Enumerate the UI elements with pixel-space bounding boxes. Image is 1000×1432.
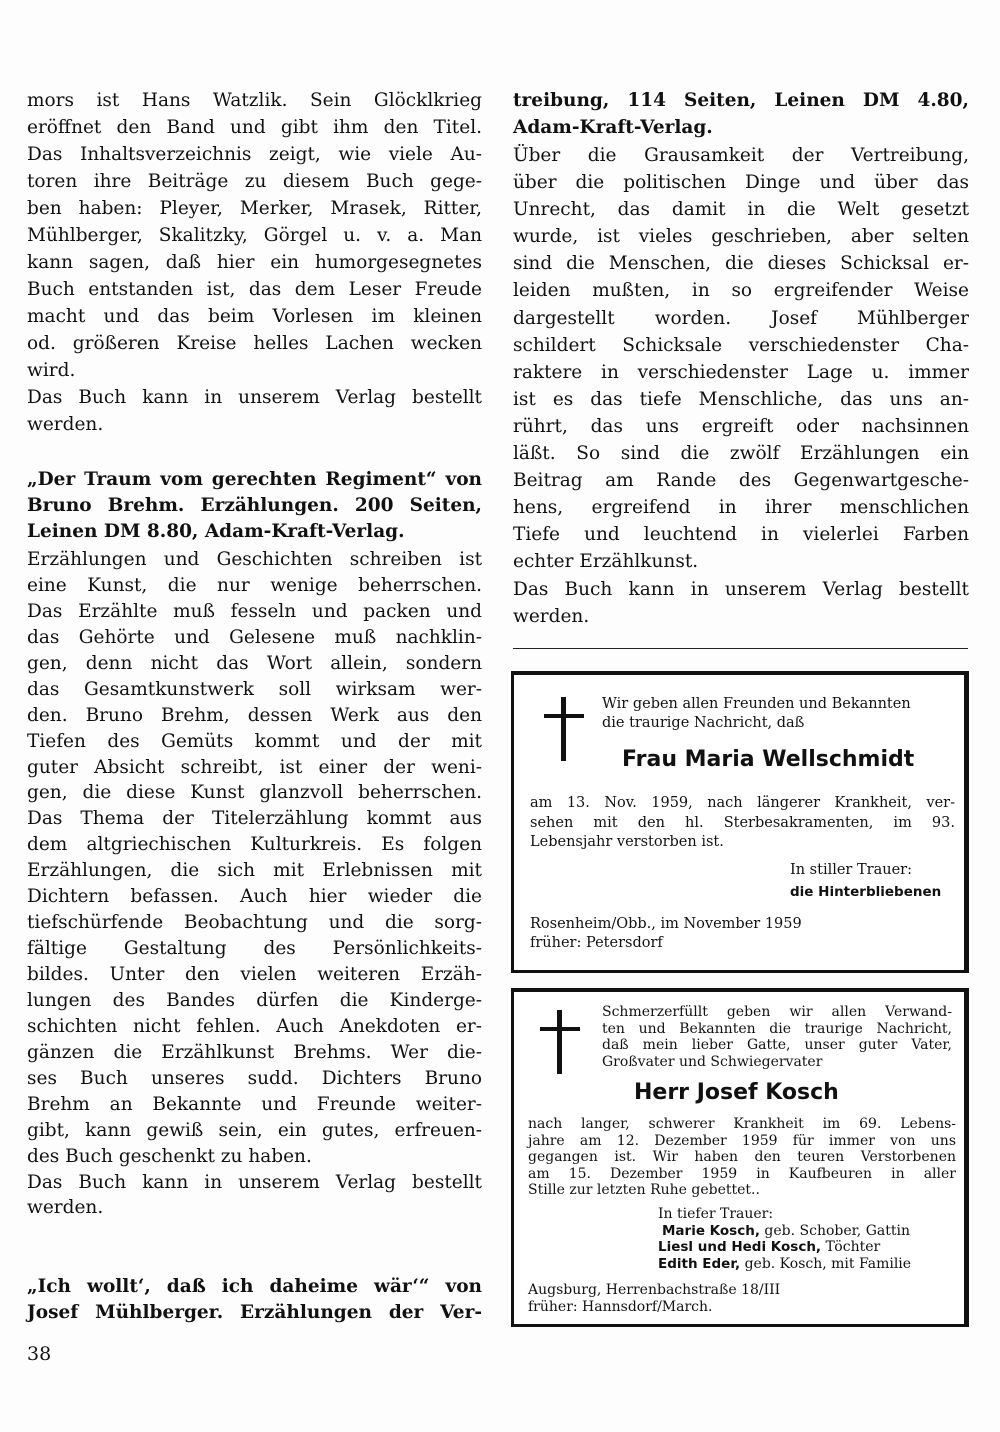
text-line: Buch entstanden ist, das dem Leser Freude (27, 279, 482, 300)
mourner-line (658, 1239, 911, 1256)
text-line: über die politischen Dinge und über das (513, 172, 969, 194)
text-line: wurde, ist vieles geschrieben, aber selten (513, 226, 969, 248)
text-line: läßt. So sind die zwölf Erzählungen ein (513, 443, 969, 465)
text-line: macht und das beim Vorlesen im kleinen (27, 306, 482, 327)
text-line: ben haben: Pleyer, Merker, Mrasek, Ritter, (27, 198, 482, 219)
deceased-name: Herr Josef Kosch (634, 1080, 839, 1105)
text-line: Leinen DM 8.80, Adam-Kraft-Verlag. (27, 521, 405, 542)
obituary-body-line: am 13. Nov. 1959, nach längerer Krankheit, ver- (530, 795, 955, 811)
obituary-body-line: Stille zur letzten Ruhe gebettet.. (528, 1182, 760, 1198)
text-line: Brehm an Bekannte und Freunde weiter- (27, 1093, 482, 1115)
review-3-paragraph (513, 142, 969, 630)
text-line: den. Bruno Brehm, dessen Werk aus den (27, 704, 482, 726)
review-2-paragraph (27, 547, 482, 1221)
divider (513, 648, 968, 649)
review-2-heading (27, 467, 482, 545)
text-line: od. größeren Kreise helles Lachen wecken (27, 333, 482, 354)
text-line: das Gesamtkunstwerk soll wirksam wer- (27, 678, 482, 700)
text-line: fältige Gestaltung des Persönlichkeits- (27, 938, 482, 960)
text-line: Das Inhaltsverzeichnis zeigt, wie viele Au- (27, 144, 482, 165)
text-line: gänzen die Erzählkunst Brehms. Wer die- (27, 1041, 482, 1063)
mourner-line (658, 1256, 911, 1273)
page-number: 38 (27, 1343, 52, 1365)
text-line: „Ich wollt‘, daß ich daheime wär‘“ von (27, 1276, 482, 1297)
text-line: ist es das tiefe Menschliche, das uns an- (513, 388, 969, 410)
text-line: gen, die diese Kunst glanzvoll beherrschen. (27, 782, 482, 804)
text-line: schildert Schicksale verschiedenster Cha- (513, 334, 969, 356)
text-line: tiefschürfende Beobachtung und die sorg- (27, 912, 482, 934)
text-line: Über die Grausamkeit der Vertreibung, (513, 145, 969, 166)
text-line: schichten nicht fehlen. Auch Anekdoten er- (27, 1015, 482, 1037)
mourner-name: Marie Kosch, (662, 1222, 760, 1239)
text-line: bildes. Unter den vielen weiteren Erzäh- (27, 964, 482, 985)
text-line: Josef Mühlberger. Erzählungen der Ver- (27, 1302, 482, 1323)
text-line: Erzählungen und Geschichten schreiben ist (27, 549, 482, 570)
text-line: gibt, kann gewiß sein, ein gutes, erfreuen- (27, 1119, 482, 1141)
mourner-detail: geb. Schober, Gattin (759, 1222, 910, 1239)
mourner-detail: geb. Kosch, mit Familie (740, 1255, 912, 1272)
text-line: gen, denn nicht das Wort allein, sondern (27, 652, 482, 674)
mourner-detail: Töchter (821, 1239, 881, 1255)
text-line: Tiefen des Gemüts kommt und der mit (27, 730, 482, 752)
text-line: Das Buch kann in unserem Verlag bestellt (27, 387, 482, 408)
text-line: wird. (27, 360, 76, 381)
text-line: Beitrag am Rande des Gegenwartgesche- (513, 470, 969, 492)
obituary-intro-line: die traurige Nachricht, daß (602, 715, 805, 731)
obituary-wellschmidt (511, 671, 969, 973)
text-line: Unrecht, das damit in die Welt gesetzt (513, 199, 969, 221)
obituary-former-place: früher: Hannsdorf/March. (528, 1298, 713, 1315)
cross-icon (544, 697, 584, 761)
mourner-line (658, 1223, 911, 1240)
text-line: leiden mußten, in so ergreifender Weise (513, 280, 969, 302)
text-line: Mühlberger, Skalitzky, Görgel u. v. a. Man (27, 225, 482, 246)
obituary-intro-line: ten und Bekannten die traurige Nachricht, (602, 1020, 952, 1037)
obituary-place: Rosenheim/Obb., im November 1959 (530, 916, 802, 932)
obituary-intro-line: Großvater und Schwiegervater (602, 1053, 823, 1070)
obituary-former-place: früher: Petersdorf (530, 935, 663, 951)
obituary-body-line: Lebensjahr verstorben ist. (530, 834, 724, 850)
text-line: echter Erzählkunst. (513, 551, 699, 573)
text-line: das Gehörte und Gelesene muß nachklin- (27, 626, 482, 648)
text-line: Das Buch kann in unserem Verlag bestellt (513, 578, 969, 600)
mourners: die Hinterbliebenen (790, 884, 942, 900)
text-line: sind die Menschen, die dieses Schicksal er- (513, 253, 969, 275)
obituary-kosch (511, 988, 969, 1327)
text-line: Tiefe und leuchtend in vielerlei Farben (513, 524, 969, 546)
obituary-intro-line: Schmerzerfüllt geben wir allen Verwand- (602, 1004, 952, 1020)
text-line: Erzählungen, die sich mit Erlebnissen mit (27, 860, 482, 882)
obituary-body-line: nach langer, schwerer Krankheit im 69. Lebens- (528, 1116, 956, 1132)
text-line: Adam-Kraft-Verlag. (513, 117, 713, 138)
obituary-body-line: jahre am 12. Dezember 1959 für immer von uns (528, 1132, 956, 1149)
text-line: toren ihre Beiträge zu diesem Buch gege- (27, 171, 482, 192)
text-line: ses Buch unseres sudd. Dichters Bruno (27, 1067, 482, 1089)
text-line: mors ist Hans Watzlik. Sein Glöcklkrieg (27, 90, 482, 111)
text-line: „Der Traum vom gerechten Regiment“ von (27, 469, 482, 490)
mourning-label: In stiller Trauer: (790, 862, 912, 878)
review-3-heading-continued (513, 87, 969, 141)
text-line: hens, ergreifend in ihrer menschlichen (513, 497, 969, 519)
text-line: werden. (27, 414, 104, 435)
text-line: Das Erzählte muß fesseln und packen und (27, 600, 482, 622)
obituary-body-line: sehen mit den hl. Sterbesakramenten, im 93. (530, 815, 955, 831)
mourner-name: Edith Eder, (658, 1255, 741, 1272)
text-line: treibung, 114 Seiten, Leinen DM 4.80, (513, 90, 969, 111)
review-1-paragraph (27, 87, 482, 438)
review-3-heading (27, 1274, 482, 1326)
obituary-body-line: am 15. Dezember 1959 in Kaufbeuren in aller (528, 1165, 956, 1182)
text-line: Bruno Brehm. Erzählungen. 200 Seiten, (27, 495, 482, 516)
obituary-body-line: gegangen ist. Wir haben den teuren Verstorbenen (528, 1149, 956, 1165)
text-line: des Buch geschenkt zu haben. (27, 1145, 312, 1167)
text-line: dargestellt worden. Josef Mühlberger (513, 307, 969, 329)
text-line: lungen des Bandes dürfen die Kinderge- (27, 989, 482, 1011)
text-line: rührt, das uns ergreift oder nachsinnen (513, 415, 969, 437)
text-line: Das Buch kann in unserem Verlag bestellt (27, 1171, 482, 1193)
mourning-label: In tiefer Trauer: (658, 1206, 774, 1222)
text-line: werden. (513, 605, 590, 627)
text-line: Das Thema der Titelerzählung kommt aus (27, 808, 482, 830)
deceased-name: Frau Maria Wellschmidt (622, 747, 915, 772)
text-line: raktere in verschiedenster Lage u. immer (513, 361, 969, 383)
cross-icon (540, 1010, 580, 1074)
text-line: eine Kunst, die nur wenige beherrschen. (27, 574, 482, 596)
text-line: werden. (27, 1197, 104, 1219)
text-line: guter Absicht schreibt, ist einer der weni- (27, 756, 482, 778)
obituary-intro-line: daß mein lieber Gatte, unser guter Vater, (602, 1037, 952, 1053)
obituary-place: Augsburg, Herrenbachstraße 18/III (528, 1282, 781, 1298)
text-line: Dichtern befassen. Auch hier wieder die (27, 886, 482, 908)
obituary-intro-line: Wir geben allen Freunden und Bekannten (602, 696, 911, 712)
text-line: dem altgriechischen Kulturkreis. Es folgen (27, 834, 482, 856)
text-line: eröffnet den Band und gibt ihm den Titel. (27, 117, 482, 138)
mourner-name: Liesl und Hedi Kosch, (658, 1239, 822, 1255)
text-line: kann sagen, daß hier ein humorgesegnetes (27, 252, 482, 273)
